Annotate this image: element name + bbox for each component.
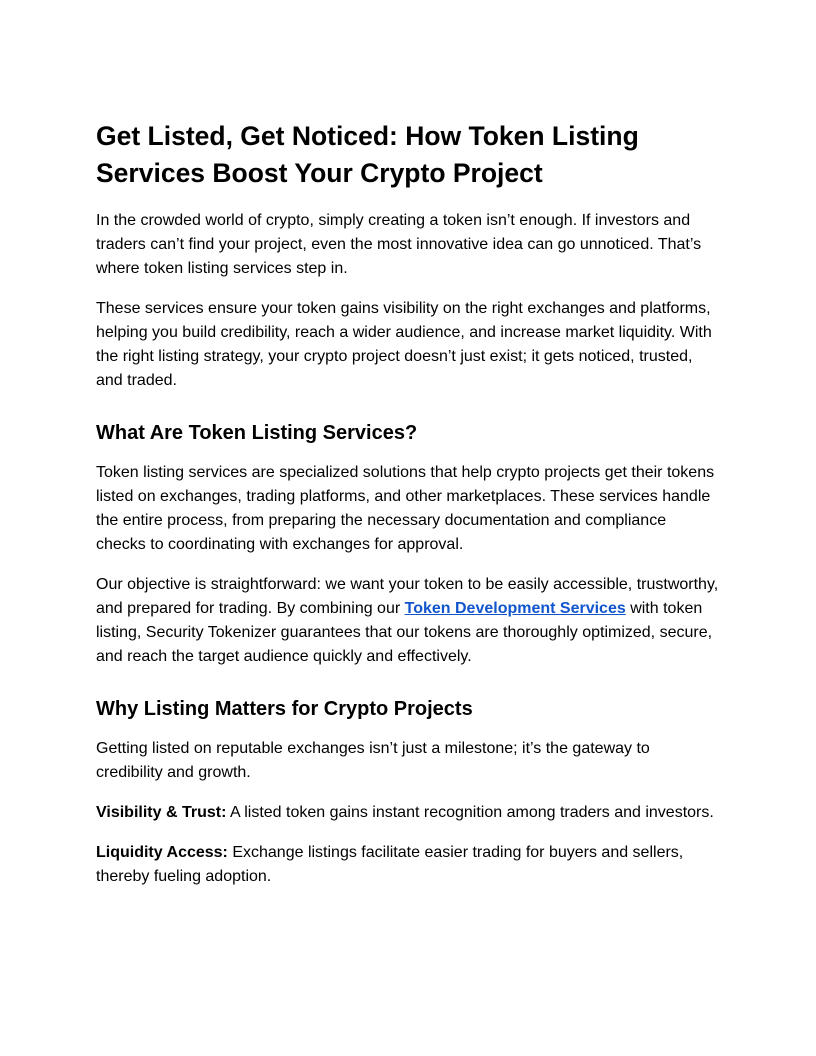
section2-paragraph-1: Getting listed on reputable exchanges isn’t just a milestone; it’s the gateway to credibility and growth. xyxy=(96,740,650,781)
list-item xyxy=(96,801,720,825)
section1-paragraph-1: Token listing services are specialized solutions that help crypto projects get their tokens listed on exchanges, trading platforms, and other marketplaces. These services handle the entire process, from preparing the necessary documentation and compliance checks to coordinating with exchanges for approval. xyxy=(96,464,715,553)
section1-paragraph-2-before: Our objective is straightforward: we want your token to be easily accessible, trustworthy, and prepared for trading. By combining our xyxy=(96,576,719,617)
section-heading-why-listing-matters: Why Listing Matters for Crypto Projects xyxy=(96,698,473,720)
intro-paragraph-2: These services ensure your token gains visibility on the right exchanges and platforms, helping you build credibility, reach a wider audience, and increase market liquidity. With the right listing strategy, your crypto project doesn’t just exist; it gets noticed, trusted, and traded. xyxy=(96,300,712,389)
list-item-label: Visibility & Trust: xyxy=(96,804,227,821)
list-item-text: A listed token gains instant recognition among traders and investors. xyxy=(226,804,714,821)
intro-paragraph-1: In the crowded world of crypto, simply creating a token isn’t enough. If investors and traders can’t find your project, even the most innovative idea can go unnoticed. That’s where token listing services step in. xyxy=(96,212,702,277)
token-development-services-link[interactable]: Token Development Services xyxy=(404,600,626,617)
section1-paragraph-2-after: with token listing, Security Tokenizer guarantees that our tokens are thoroughly optimized, secure, and reach the target audience quickly and effectively. xyxy=(96,600,713,665)
section1-paragraph-2 xyxy=(96,573,720,669)
list-item xyxy=(96,841,720,889)
document-page xyxy=(96,118,720,905)
document-title: Get Listed, Get Noticed: How Token Listing Services Boost Your Crypto Project xyxy=(96,121,639,188)
list-item-label: Liquidity Access: xyxy=(96,844,228,861)
section-heading-what-are-services: What Are Token Listing Services? xyxy=(96,422,418,444)
list-item-text: Exchange listings facilitate easier trading for buyers and sellers, thereby fueling adoption. xyxy=(96,844,684,885)
